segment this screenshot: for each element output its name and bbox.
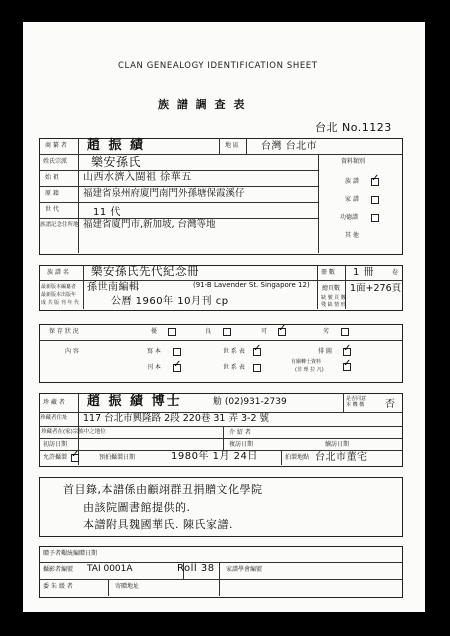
publicize-label: 是否同意 本 機 構 xyxy=(346,396,367,408)
notes-line: 首目錄,本譜係由顧翊群丑捐贈文化學院 xyxy=(63,483,263,496)
total-pages-label: 總頁數 xyxy=(322,285,341,292)
condition-checkbox[interactable] xyxy=(223,328,231,336)
latest-compiler-value: 孫世南編輯 xyxy=(87,282,140,293)
condition-option-label: 優 xyxy=(151,328,158,335)
film-number-value: TAI 0001A xyxy=(87,564,133,574)
film-permission-label: 允許攝製 xyxy=(43,454,68,461)
content-option-label: 世 系 表 xyxy=(223,348,245,355)
condition-label: 保 存 狀 況 xyxy=(49,328,79,335)
volumes-unit: 卷 xyxy=(392,269,399,276)
content-option-label: 世 系 表 xyxy=(223,364,245,371)
checkmark-icon: ✓ xyxy=(253,343,262,354)
society-number-label: 家譜學會編號 xyxy=(226,566,263,573)
publish-year-label: 最新版本出版年 xyxy=(41,292,77,298)
mailing-address-label: 寄贈地址 xyxy=(115,583,140,590)
origin-value: 福建省泉州府廈門南門外孫塘保霞溪仔 xyxy=(83,188,245,199)
source-option-label: 族 譜 xyxy=(345,178,359,185)
residence-label: 族譜記念住所地 xyxy=(40,222,79,228)
content-label: 內 容 xyxy=(65,348,79,355)
checkmark-icon: ✓ xyxy=(278,323,287,334)
missing-pages-label: 缺 號 頁 數 xyxy=(321,295,346,301)
holder-phone: 觔 (02)931-2739 xyxy=(213,397,287,407)
clan-value: 樂安孫氏 xyxy=(91,155,142,169)
condition-option-label: 劣 xyxy=(323,328,330,335)
content-checkbox[interactable] xyxy=(253,364,261,372)
followup-label: 續訪日期 xyxy=(325,441,350,448)
donor-label: 贈予者艱統編贈日期 xyxy=(43,550,98,557)
generation-value: 11 代 xyxy=(93,207,121,218)
source-option-label: 其 他 xyxy=(345,232,359,239)
checkmark-icon: ✓ xyxy=(173,359,182,370)
publish-era-label: 成 共 版 刊 年 代 xyxy=(41,300,79,306)
checkmark-icon: ✓ xyxy=(71,449,80,460)
source-option-label: 家 譜 xyxy=(345,196,359,203)
ancestor-label: 始 祖 xyxy=(45,174,59,181)
notes-line: 由該院圖書館提供的. xyxy=(83,501,191,514)
publish-year-value: 公曆 1960年 10月刊 cp xyxy=(111,296,229,307)
content-checkbox[interactable] xyxy=(173,348,181,356)
location-number: 台北 No.1123 xyxy=(315,121,392,134)
film-place-label: 拍製地點 xyxy=(285,454,310,461)
latest-compiler-label: 最新版本編纂者 xyxy=(41,284,77,290)
checkmark-icon: ✓ xyxy=(343,358,352,369)
revisit-label: 複訪日期 xyxy=(229,441,254,448)
sheet-title: CLAN GENEALOGY IDENTIFICATION SHEET xyxy=(118,61,318,71)
ancestor-value: 山西水濟入閩祖 徐華五 xyxy=(83,172,192,183)
title-value: 樂安孫氏先代紀念冊 xyxy=(91,264,199,278)
compiler-value: 趙 振 績 xyxy=(87,138,146,153)
holder-value: 趙 振 績 博士 xyxy=(87,394,182,409)
compiler-address-note: (91-B Lavender St. Singapore 12) xyxy=(193,281,310,289)
residence-value: 福建省廈門市,新加坡, 台灣等地 xyxy=(83,219,216,230)
checkmark-icon: ✓ xyxy=(371,173,380,184)
source-option-label: 功德譜 xyxy=(340,214,359,221)
form-title: 族 譜 調 查 表 xyxy=(158,98,247,111)
film-date-value: 1980年 1月 24日 xyxy=(171,451,258,462)
contact-status-label: 珍藏者在(家)宗族中之地位 xyxy=(41,429,106,435)
content-option-label: 有關轉士資料 xyxy=(291,359,322,365)
total-pages-value: 1面+276頁 xyxy=(350,283,402,294)
film-date-label: 預拍攝製日期 xyxy=(99,454,136,461)
condition-checkbox[interactable] xyxy=(168,328,176,336)
source-option-checkbox[interactable] xyxy=(371,196,379,204)
first-visit-label: 初訪日期 xyxy=(43,441,68,448)
notes-line: 本譜附具魏國華氏. 陳氏家譜. xyxy=(83,518,233,531)
origin-label: 原 籍 xyxy=(45,190,59,197)
genealogy-sheet xyxy=(23,22,425,612)
volumes-label: 冊 數 xyxy=(321,269,335,276)
volumes-value: 1 冊 xyxy=(353,267,375,278)
content-option-label: 排 圖 xyxy=(318,348,332,355)
roll-value: Roll 38 xyxy=(177,563,215,574)
publicize-value: 否 xyxy=(385,399,396,410)
content-option-note: (非 理 拉 凡) xyxy=(295,367,324,373)
holder-address-label: 珍藏者住址 xyxy=(40,415,68,421)
introducer-label: 介 紹 者 xyxy=(229,429,251,436)
damage-label: 殘 缺 情 形 xyxy=(321,302,346,308)
condition-option-label: 良 xyxy=(205,328,212,335)
film-place-value: 台北市董宅 xyxy=(315,452,368,463)
holder-address-value: 117 台北市興隆路 2段 220巷 31 弄 3-2 號 xyxy=(83,413,270,424)
generation-label: 世 代 xyxy=(45,206,59,213)
holder-label: 珍 藏 者 xyxy=(43,399,65,406)
clan-label: 姓氏宗派 xyxy=(43,158,68,165)
source-option-checkbox[interactable] xyxy=(371,214,379,222)
condition-option-label: 可 xyxy=(261,328,268,335)
region-value: 台灣 台北市 xyxy=(261,141,318,152)
content-option-label: 寫 本 xyxy=(147,348,161,355)
title-label: 族 譜 名 xyxy=(47,269,69,276)
source-type-label: 資料類別 xyxy=(341,158,366,165)
film-number-label: 攝影者編號 xyxy=(43,566,74,573)
compiler-label: 商 纂 者 xyxy=(45,142,67,149)
region-label: 地 區 xyxy=(225,142,239,149)
condition-checkbox[interactable] xyxy=(341,328,349,336)
content-option-label: 刊 本 xyxy=(147,364,161,371)
custodian-label: 委 朱 緩 者 xyxy=(43,583,73,590)
checkmark-icon: ✓ xyxy=(343,343,352,354)
